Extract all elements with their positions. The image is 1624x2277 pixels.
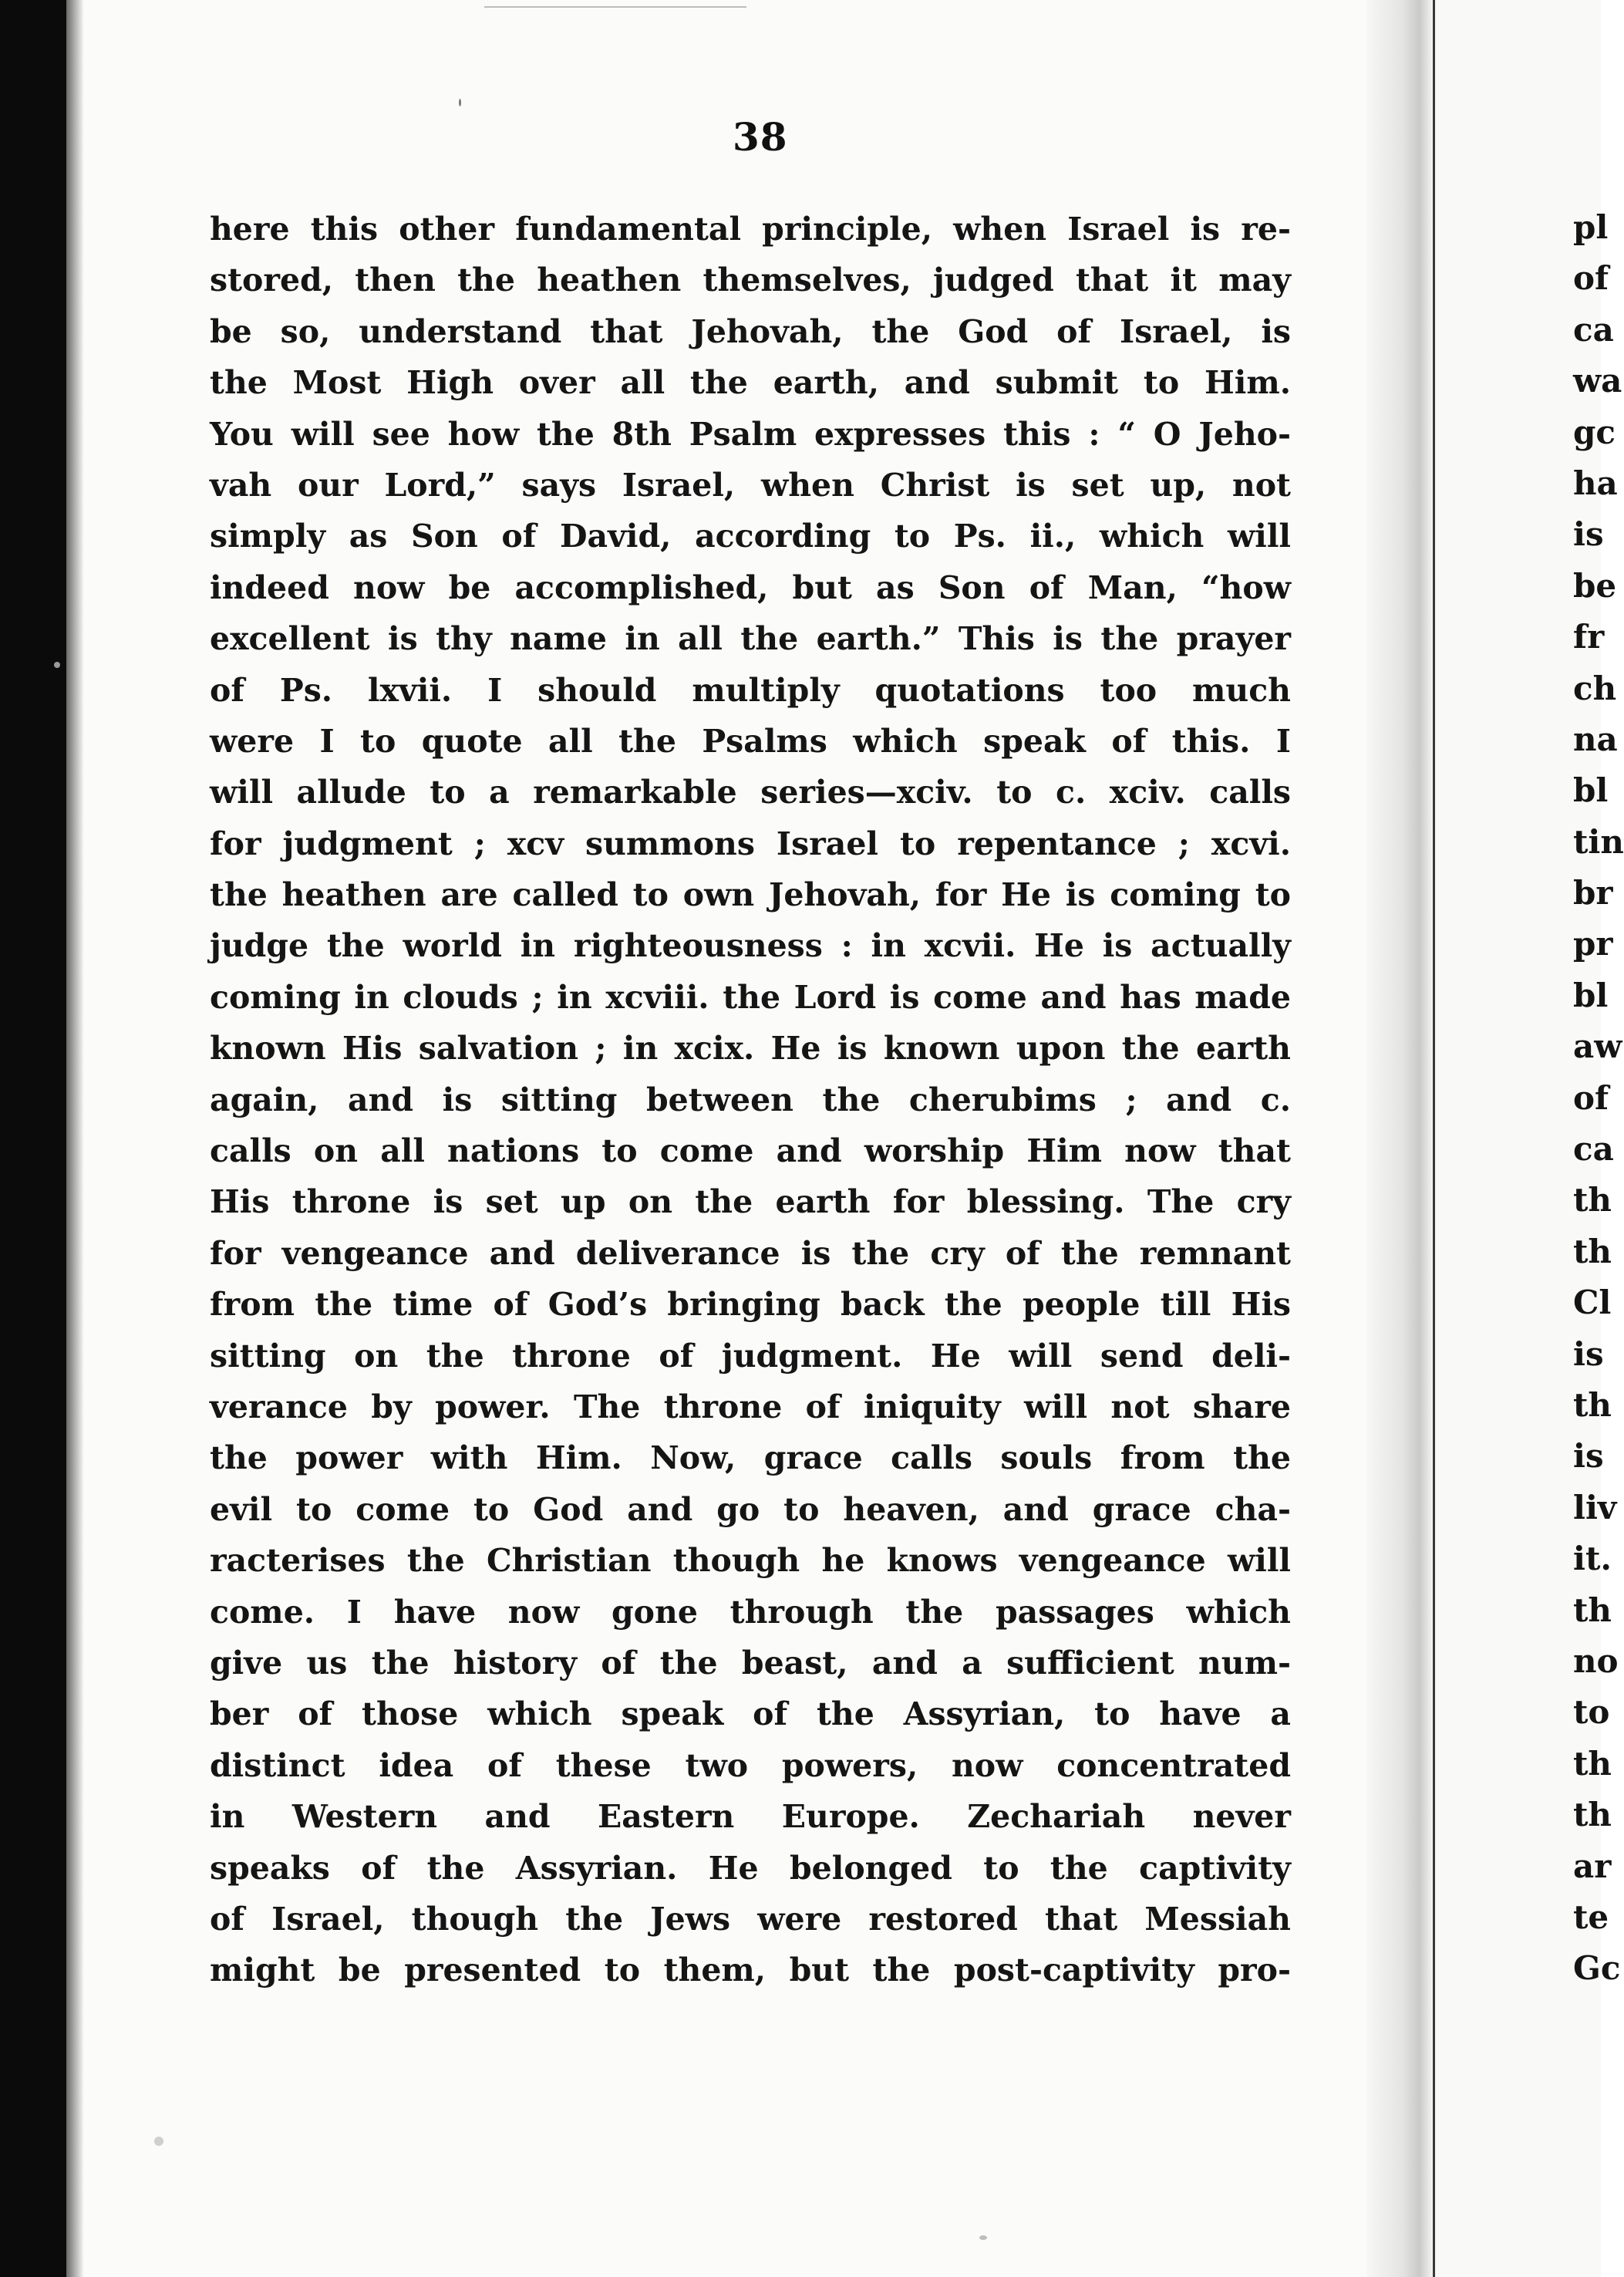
facing-page-fragment: aw (1573, 1027, 1622, 1066)
facing-page-fragment: of (1573, 259, 1609, 298)
facing-page-fragment: ch (1573, 669, 1617, 707)
facing-page-fragment: be (1573, 566, 1617, 605)
text-line: judge the world in righteousness : in xcvii. He is actually (210, 927, 1291, 965)
text-line: coming in clouds ; in xcviii. the Lord is come and has made (210, 978, 1291, 1016)
speck (154, 2137, 163, 2146)
text-line: ber of those which speak of the Assyrian, to have a (210, 1695, 1291, 1733)
scan-left-shadow (66, 0, 83, 2277)
facing-page-fragment: Gc (1573, 1949, 1621, 1988)
text-line: excellent is thy name in all the earth.” This is the prayer (210, 620, 1291, 658)
facing-page-fragment: is (1573, 1334, 1604, 1373)
body-text (210, 204, 1291, 1996)
facing-page-fragment: na (1573, 720, 1618, 758)
text-line: simply as Son of David, according to Ps. ii., which will (210, 518, 1291, 555)
facing-page-fragment: ar (1573, 1847, 1612, 1885)
text-line: here this other fundamental principle, when Israel is re- (210, 211, 1291, 248)
speck (459, 99, 461, 106)
facing-page-fragment: th (1573, 1796, 1612, 1834)
facing-page-fragment: th (1573, 1744, 1612, 1783)
facing-page-fragment: liv (1573, 1488, 1617, 1526)
text-line: distinct idea of these two powers, now concentrated (210, 1746, 1291, 1784)
facing-page-fragment: br (1573, 874, 1613, 912)
text-line: racterises the Christian though he knows vengeance will (210, 1542, 1291, 1580)
text-line: again, and is sitting between the cherubims ; and c. (210, 1081, 1291, 1118)
text-line: known His salvation ; in xcix. He is known upon the earth (210, 1030, 1291, 1068)
page-top-smudge (484, 6, 746, 8)
speck (54, 662, 60, 668)
text-line: the heathen are called to own Jehovah, for He is coming to (210, 876, 1291, 914)
facing-page-fragment: pr (1573, 925, 1613, 963)
text-line: evil to come to God and go to heaven, and grace cha- (210, 1490, 1291, 1528)
facing-page-fragment: bl (1573, 771, 1609, 810)
facing-page-fragment: bl (1573, 976, 1609, 1014)
facing-page-fragment: is (1573, 515, 1604, 554)
facing-page-fragment: fr (1573, 618, 1605, 656)
text-line: for vengeance and deliverance is the cry of the remnant (210, 1234, 1291, 1272)
text-line: of Ps. lxvii. I should multiply quotations too much (210, 671, 1291, 709)
facing-page-fragment: te (1573, 1898, 1609, 1936)
facing-page-fragment: th (1573, 1181, 1612, 1219)
facing-page-fragment: th (1573, 1385, 1612, 1424)
text-line: be so, understand that Jehovah, the God of Israel, is (210, 312, 1291, 350)
text-line: will allude to a remarkable series—xciv. to c. xciv. calls (210, 774, 1291, 811)
text-line: indeed now be accomplished, but as Son of Man, “how (210, 568, 1291, 606)
page-gutter (1366, 0, 1433, 2277)
text-line: You will see how the 8th Psalm expresses this : “ O Jeho- (210, 415, 1291, 453)
text-line: might be presented to them, but the post-captivity pro- (210, 1951, 1291, 1989)
facing-page-fragment: ca (1573, 1130, 1614, 1169)
facing-page-fragment: wa (1573, 362, 1622, 400)
text-line: stored, then the heathen themselves, judged that it may (210, 261, 1291, 299)
facing-page-fragment: th (1573, 1232, 1612, 1270)
text-line: of Israel, though the Jews were restored that Messiah (210, 1900, 1291, 1938)
text-line: come. I have now gone through the passages which (210, 1593, 1291, 1631)
facing-page-fragment: of (1573, 1078, 1609, 1117)
text-line: were I to quote all the Psalms which speak of this. I (210, 722, 1291, 760)
facing-page-fragment: to (1573, 1693, 1610, 1732)
scan-left-dark-margin (0, 0, 66, 2277)
text-line: the power with Him. Now, grace calls souls from the (210, 1439, 1291, 1477)
text-line: in Western and Eastern Europe. Zechariah never (210, 1798, 1291, 1836)
text-line: the Most High over all the earth, and submit to Him. (210, 364, 1291, 402)
facing-page-fragment: ca (1573, 310, 1614, 349)
text-line: for judgment ; xcv summons Israel to repentance ; xcvi. (210, 825, 1291, 862)
facing-page-fragment: it. (1573, 1540, 1612, 1578)
facing-page-fragment: no (1573, 1641, 1619, 1680)
facing-page-text-fragments (1573, 202, 1624, 1995)
page-number: 38 (733, 114, 788, 160)
text-line: His throne is set up on the earth for blessing. The cry (210, 1183, 1291, 1221)
text-line: sitting on the throne of judgment. He will send deli- (210, 1337, 1291, 1375)
facing-page-fragment: is (1573, 1437, 1604, 1476)
facing-page (1435, 0, 1624, 2277)
facing-page-fragment: ha (1573, 464, 1618, 502)
text-line: give us the history of the beast, and a sufficient num- (210, 1644, 1291, 1682)
speck (979, 2235, 987, 2240)
text-line: verance by power. The throne of iniquity will not share (210, 1388, 1291, 1425)
text-line: calls on all nations to come and worship Him now that (210, 1132, 1291, 1170)
facing-page-fragment: Cl (1573, 1284, 1612, 1322)
facing-page-fragment: pl (1573, 208, 1609, 246)
text-line: vah our Lord,” says Israel, when Christ is set up, not (210, 466, 1291, 504)
facing-page-fragment: tin (1573, 822, 1624, 861)
text-line: from the time of God’s bringing back the people till His (210, 1286, 1291, 1324)
facing-page-fragment: th (1573, 1591, 1612, 1629)
facing-page-fragment: gc (1573, 413, 1616, 451)
text-line: speaks of the Assyrian. He belonged to the captivity (210, 1849, 1291, 1887)
